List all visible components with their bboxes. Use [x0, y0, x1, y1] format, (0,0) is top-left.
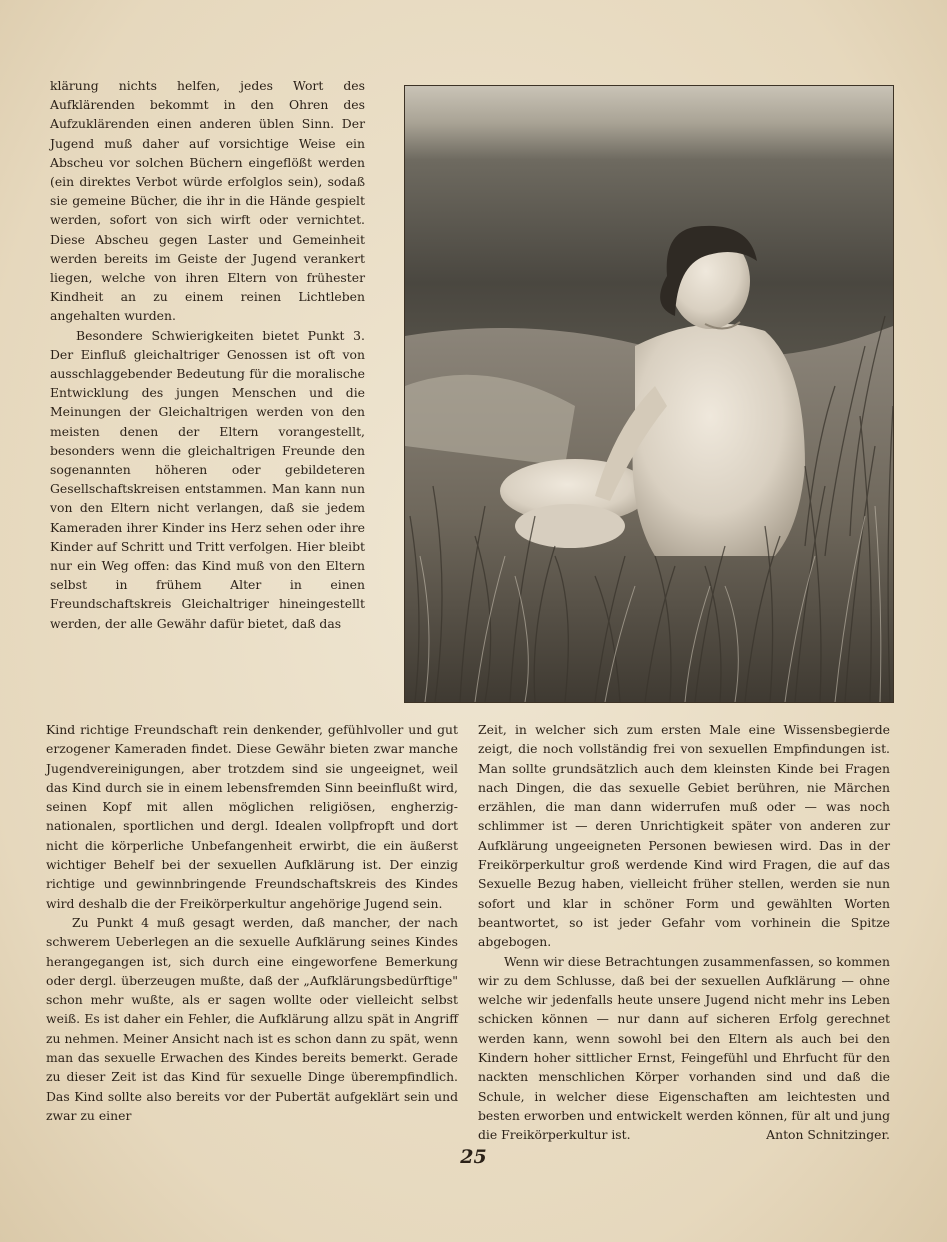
page-number: 25: [460, 1146, 487, 1168]
paragraph: [478, 952, 890, 1145]
paragraph: Kind richtige Freundschaft rein denkender, gefühlvoller und gut erzogener Kameraden findet. Diese Gewähr bieten zwar manche Jugendvereinigungen, aber trotzdem sind sie ungeeignet, weil das Kind durch sie in einem lebensfremden Sinn beeinflußt wird, seinen Kopf mit allen möglichen religiösen, engherzig-nationalen, sportlichen und dergl. Idealen vollpfropft und dort nicht die körperliche Unbefangenheit erwirbt, die ein äußerst wichtiger Behelf bei der sexuellen Aufklärung ist. Der einzig richtige und gewinnbringende Freundschaftskreis des Kindes wird deshalb die der Freikörperkultur angehörige Jugend sein.: [46, 722, 458, 911]
paragraph: Zu Punkt 4 muß gesagt werden, daß mancher, der nach schwerem Ueberlegen an die sexuelle Aufklärung seines Kindes herangegangen ist, sich durch eine eingeworfene Bemerkung oder dergl. überzeugen mußte, daß der „Aufklärungsbedürftige" schon mehr wußte, als er sagen wollte oder vielleicht selbst weiß. Es ist daher ein Fehler, die Aufklärung allzu spät in Angriff zu nehmen. Meiner Ansicht nach ist es schon dann zu spät, wenn man das sexuelle Erwachen des Kindes bereits bemerkt. Gerade zu dieser Zeit ist das Kind für sexuelle Dinge überempfindlich. Das Kind sollte also bereits vor der Pubertät aufgeklärt sein und zwar zu einer: [46, 914, 458, 1123]
paragraph: klärung nichts helfen, jedes Wort des Aufklärenden bekommt in den Ohren des Aufzuklärenden einen anderen üblen Sinn. Der Jugend muß daher auf vorsichtige Weise ein Abscheu vor solchen Büchern eingeflößt werden (ein direktes Verbot würde erfolglos sein), sodaß sie gemeine Bücher, die ihr in die Hände gespielt werden, sofort von sich wirft oder vernichtet. Diese Abscheu gegen Laster und Gemeinheit werden bereits im Geiste der Jugend verankert liegen, welche von ihren Eltern von frühester Kindheit an zu einem reinen Lichtleben angehalten wurden.: [50, 78, 365, 324]
closing-paragraph-text: Wenn wir diese Betrachtungen zusammenfassen, so kommen wir zu dem Schlusse, daß bei der sexuellen Aufklärung — ohne welche wir jedenfalls heute unsere Jugend nicht mehr ins Leben schicken können — nur dann auf sicheren Erfolg gerechnet werden kann, wenn sowohl bei den Eltern als auch bei den Kindern hoher sittlicher Ernst, Feingefühl und Ehrfucht für den nackten menschlichen Körper vorhanden sind und daß die Schule, in welcher diese Eigenschaften am leichtesten und besten erworben und entwickelt werden können, für alt und jung die Freikörperkultur ist.: [478, 953, 890, 1143]
left-column-top: [50, 76, 365, 633]
paragraph: Zeit, in welcher sich zum ersten Male eine Wissensbegierde zeigt, die noch vollständig frei von sexuellen Empfindungen ist. Man sollte grundsätzlich auch dem kleinsten Kinde bei Fragen nach Dingen, die das sexuelle Gebiet berühren, nie Märchen erzählen, die man dann widerrufen muß oder — was noch schlimmer ist — deren Unrichtigkeit später von anderen zur Aufklärung ungeeigneten Personen bewiesen wird. Das in der Freikörperkultur groß werdende Kind wird Fragen, die auf das Sexuelle Bezug haben, vielleicht früher stellen, werden sie nun sofort und klar in schöner Form und gewählten Worten beantwortet, so ist jeder Gefahr vom vorhinein die Spitze abgebogen.: [478, 722, 890, 950]
paragraph: Besondere Schwierigkeiten bietet Punkt 3. Der Einfluß gleichaltriger Genossen ist oft von ausschlaggebender Bedeutung für die moralische Entwicklung des jungen Menschen und die Meinungen der Gleichaltrigen werden von den meisten denen der Eltern vorangestellt, besonders wenn die gleichaltrigen Freunde den sogenannten höheren oder gebildeteren Gesellschaftskreisen entstammen. Man kann nun von den Eltern nicht verlangen, daß sie jedem Kameraden ihrer Kinder ins Herz sehen oder ihre Kinder auf Schritt und Tritt verfolgen. Hier bleibt nur ein Weg offen: das Kind muß von den Eltern selbst in frühem Alter in einen Freundschaftskreis Gleichaltriger hineingestellt werden, der alle Gewähr dafür bietet, daß das: [50, 327, 365, 631]
author-signature: Anton Schnitzinger.: [766, 1127, 890, 1143]
photograph-image: [405, 86, 893, 702]
dune-grass-photograph: [404, 85, 894, 703]
right-column-bottom: [478, 720, 890, 1145]
left-column-bottom: [46, 720, 458, 1125]
